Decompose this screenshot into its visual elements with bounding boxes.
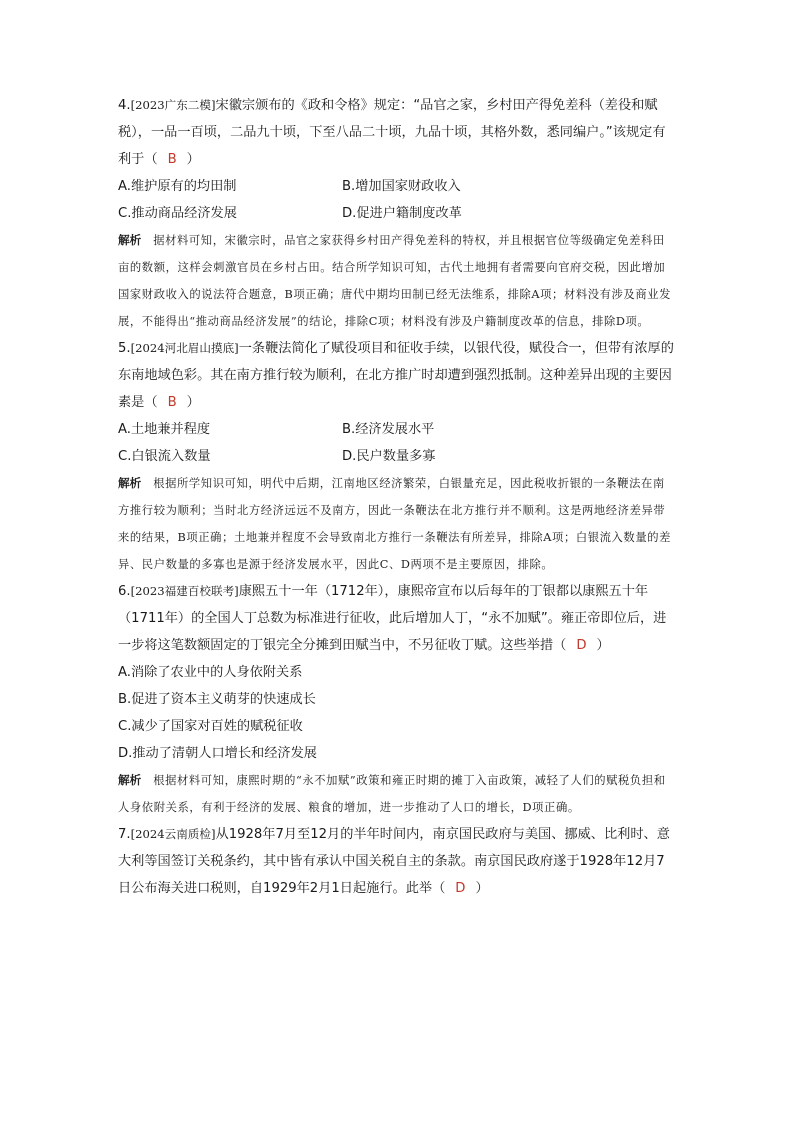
options-grid	[118, 416, 674, 470]
question-number: 4.	[118, 98, 131, 113]
explanation-tag: 解析	[118, 233, 142, 247]
question-6	[118, 578, 674, 821]
question-number: 5.	[118, 341, 131, 356]
explanation-text: 根据材料可知，康熙时期的“永不加赋”政策和雍正时期的摊丁入亩政策，减轻了人们的赋税负担和人身依附关系，有利于经济的发展、粮食的增加，进一步推动了人口的增长，D项正确。	[118, 774, 666, 814]
stem-close: ）	[186, 395, 200, 410]
option-d: D.民户数量多寡	[342, 449, 436, 464]
stem-text: 一条鞭法简化了赋役项目和征收手续，以银代役，赋役合一，但带有浓厚的东南地域色彩。其在南方推行较为顺利，在北方推广时却遭到强烈抵制。这种差异出现的主要因素是（	[118, 341, 674, 410]
option-c: C.推动商品经济发展	[118, 206, 237, 221]
option-a: A.土地兼并程度	[118, 422, 211, 437]
option-c: C.白银流入数量	[118, 449, 211, 464]
explanation-text: 据材料可知，宋徽宗时，品官之家获得乡村田产得免差科的特权，并且根据官位等级确定免差科田亩的数额，这样会刺激官员在乡村占田。结合所学知识可知，古代土地拥有者需要向官府交税，因此增加国家财政收入的说法符合题意，B项正确；唐代中期均田制已经无法维系，排除A项；材料没有涉及商业发展，不能得出“推动商品经济发展”的结论，排除C项；材料没有涉及户籍制度改革的信息，排除D项。	[118, 234, 672, 328]
stem-close: ）	[475, 881, 489, 896]
question-stem	[118, 335, 674, 416]
explanation-tag: 解析	[118, 476, 142, 490]
option-a: A.维护原有的均田制	[118, 179, 237, 194]
explanation	[118, 767, 674, 821]
stem-text: 康熙五十一年（1712年），康熙帝宣布以后每年的丁银都以康熙五十年（1711年）的全国人丁总数为标准进行征收，此后增加人丁，“永不加赋”。雍正帝即位后，进一步将这笔数额固定的丁银完全分摊到田赋当中，不另征收丁赋。这些举措（	[118, 584, 667, 653]
question-number: 6.	[118, 584, 131, 599]
question-source: [2023福建百校联考]	[130, 584, 239, 598]
explanation	[118, 470, 674, 578]
question-stem	[118, 92, 674, 173]
question-source: [2023广东二模]	[130, 98, 216, 112]
question-4	[118, 92, 674, 335]
question-number: 7.	[118, 827, 131, 842]
option-d: D.促进户籍制度改革	[342, 206, 462, 221]
answer-letter: B	[167, 152, 177, 167]
stem-text: 从1928年7月至12月的半年时间内，南京国民政府与美国、挪威、比利时、意大利等国签订关税条约，其中皆有承认中国关税自主的条款。南京国民政府遂于1928年12月7日公布海关进口税则，自1929年2月1日起施行。此举（	[118, 827, 670, 896]
option-b: B.促进了资本主义萌芽的快速成长	[118, 692, 316, 707]
stem-close: ）	[596, 638, 610, 653]
question-source: [2024云南质检]	[130, 827, 216, 841]
option-b: B.经济发展水平	[342, 422, 435, 437]
question-7	[118, 821, 674, 902]
options-grid	[118, 173, 674, 227]
answer-letter: D	[455, 881, 466, 896]
option-c: C.减少了国家对百姓的赋税征收	[118, 719, 303, 734]
stem-text: 宋徽宗颁布的《政和令格》规定：“品官之家，乡村田产得免差科（差役和赋税），一品一百顷，二品九十顷，下至八品二十顷，九品十顷，其格外数，悉同编户。”该规定有利于（	[118, 98, 666, 167]
stem-close: ）	[186, 152, 200, 167]
document-page	[118, 92, 674, 902]
question-stem	[118, 821, 674, 902]
question-source: [2024河北眉山摸底]	[130, 341, 239, 355]
explanation-tag: 解析	[118, 773, 142, 787]
question-stem	[118, 578, 674, 659]
explanation-text: 根据所学知识可知，明代中后期，江南地区经济繁荣，白银量充足，因此税收折银的一条鞭法在南方推行较为顺利；当时北方经济远远不及南方，因此一条鞭法在北方推行并不顺利。这是两地经济差异带来的结果，B项正确；土地兼并程度不会导致南北方推行一条鞭法有所差异，排除A项；白银流入数量的差异、民户数量的多寡也是源于经济发展水平，因此C、D两项不是主要原因，排除。	[118, 477, 672, 571]
option-d: D.推动了清朝人口增长和经济发展	[118, 746, 317, 761]
explanation	[118, 227, 674, 335]
question-5	[118, 335, 674, 578]
answer-letter: D	[576, 638, 587, 653]
option-a: A.消除了农业中的人身依附关系	[118, 665, 303, 680]
answer-letter: B	[167, 395, 177, 410]
option-b: B.增加国家财政收入	[342, 179, 461, 194]
